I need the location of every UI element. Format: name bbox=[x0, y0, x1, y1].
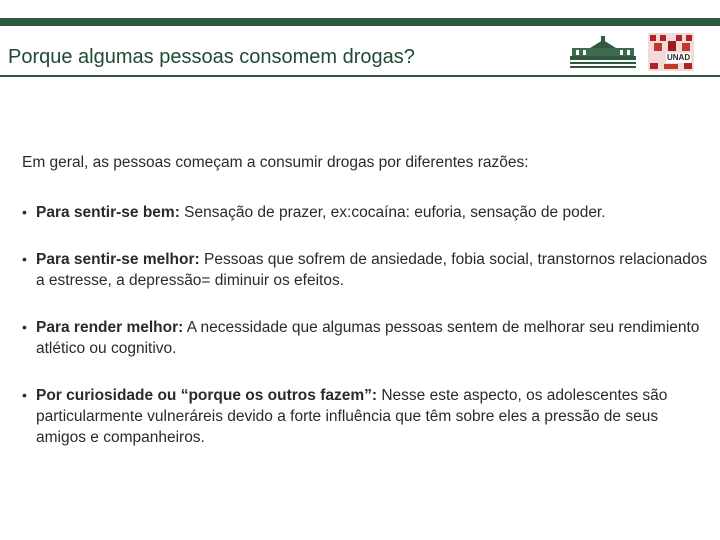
reasons-list bbox=[22, 202, 712, 448]
title-divider bbox=[0, 75, 720, 77]
bullet-icon: • bbox=[22, 204, 27, 220]
list-item bbox=[22, 249, 712, 291]
unad-logo-text: UNAD bbox=[667, 53, 691, 62]
unad-logo bbox=[646, 31, 696, 73]
list-item bbox=[22, 202, 712, 223]
reason-text: Sensação de prazer, ex:cocaína: euforia, sensação de poder. bbox=[179, 204, 606, 221]
slide-body bbox=[22, 152, 712, 474]
reason-heading: Para sentir-se melhor: bbox=[36, 251, 200, 268]
bullet-icon: • bbox=[22, 251, 27, 267]
list-item bbox=[22, 385, 712, 448]
reason-text: Nesse este aspecto, os adolescentes são particularmente vulneráreis devido a forte influência que têm sobre eles a pressão de seus amigos e companheiros. bbox=[36, 387, 668, 446]
reason-heading: Para render melhor: bbox=[36, 319, 184, 336]
page-title: Porque algumas pessoas consomem drogas? bbox=[8, 46, 415, 68]
list-item bbox=[22, 317, 712, 359]
reason-text: Pessoas que sofrem de ansiedade, fobia social, transtornos relacionados a estresse, a depressão= diminuir os efeitos. bbox=[36, 251, 708, 289]
reason-heading: Por curiosidade ou “porque os outros fazem”: bbox=[36, 387, 378, 404]
bullet-icon: • bbox=[22, 319, 27, 335]
bullet-icon: • bbox=[22, 387, 27, 403]
reason-heading: Para sentir-se bem: bbox=[36, 204, 180, 221]
intro-text: Em geral, as pessoas começam a consumir drogas por diferentes razões: bbox=[22, 154, 529, 171]
reason-text: A necessidade que algumas pessoas sentem de melhorar seu rendimiento atlético ou cognitivo. bbox=[36, 319, 700, 357]
university-building-logo bbox=[568, 34, 638, 72]
header-bar bbox=[0, 18, 720, 26]
